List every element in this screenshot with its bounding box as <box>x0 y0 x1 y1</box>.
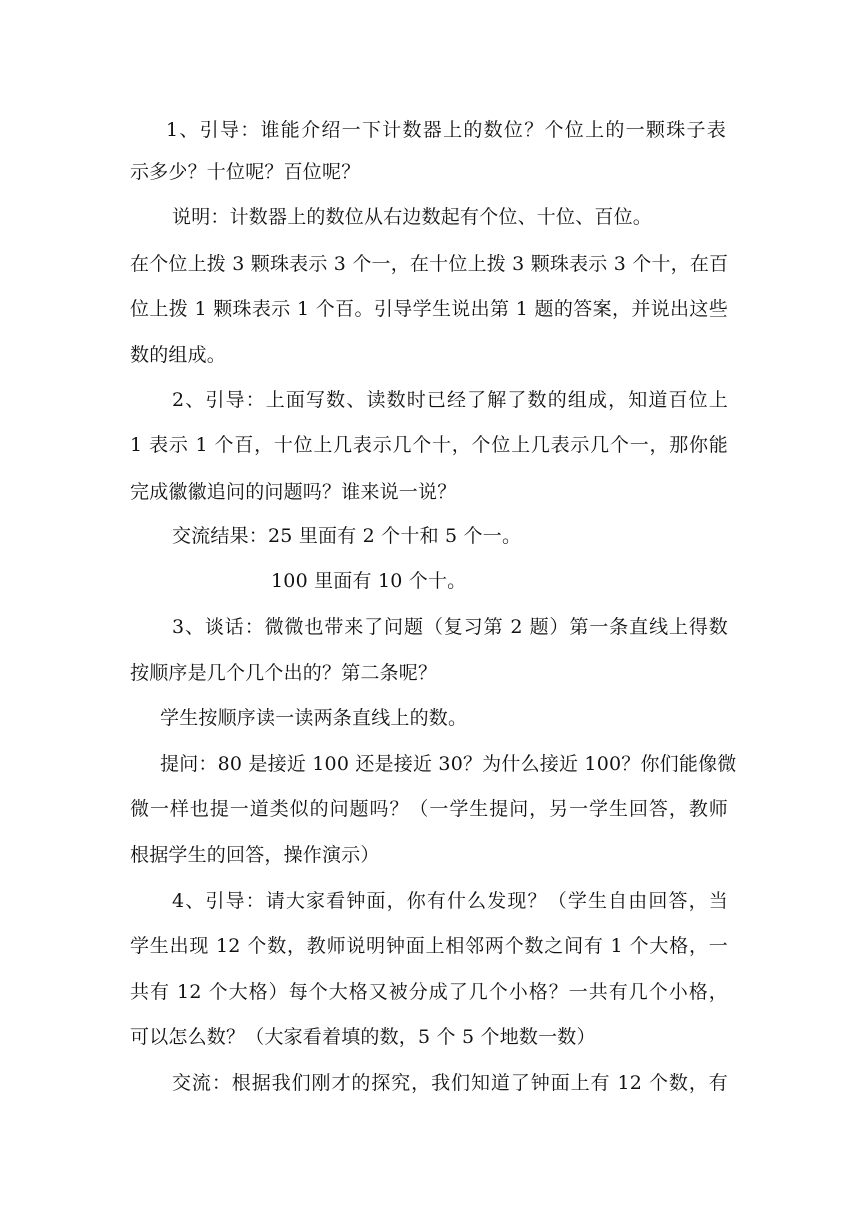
text-line: 共有 12 个大格）每个大格又被分成了几个小格？一共有几个小格， <box>130 981 728 1003</box>
text-line: 1、引导：谁能介绍一下计数器上的数位？个位上的一颗珠子表 <box>166 119 726 141</box>
text-line: 可以怎么数？（大家看着填的数，5 个 5 个地数一数） <box>130 1026 596 1048</box>
text-line: 交流结果：25 里面有 2 个十和 5 个一。 <box>172 525 522 547</box>
text-line: 学生按顺序读一读两条直线上的数。 <box>160 707 468 729</box>
text-line: 示多少？十位呢？百位呢？ <box>130 161 361 183</box>
text-line: 微一样也提一道类似的问题吗？（一学生提问，另一学生回答，教师 <box>130 798 728 820</box>
text-line: 位上拨 1 颗珠表示 1 个百。引导学生说出第 1 题的答案，并说出这些 <box>130 298 728 320</box>
text-line: 1 表示 1 个百，十位上几表示几个十，个位上几表示几个一，那你能 <box>130 434 728 456</box>
text-line: 交流：根据我们刚才的探究，我们知道了钟面上有 12 个数，有 <box>172 1072 728 1094</box>
text-line: 学生出现 12 个数，教师说明钟面上相邻两个数之间有 1 个大格，一 <box>130 935 728 957</box>
text-line: 100 里面有 10 个十。 <box>271 570 467 592</box>
text-line: 完成徽徽追问的问题吗？谁来说一说？ <box>130 481 457 503</box>
text-line: 4、引导：请大家看钟面，你有什么发现？（学生自由回答，当 <box>172 890 728 912</box>
text-line: 数的组成。 <box>130 344 227 366</box>
text-line: 说明：计数器上的数位从右边数起有个位、十位、百位。 <box>172 206 653 228</box>
text-line: 提问：80 是接近 100 还是接近 30？为什么接近 100？你们能像微 <box>160 753 737 775</box>
text-line: 根据学生的回答，操作演示） <box>130 844 380 866</box>
text-line: 2、引导：上面写数、读数时已经了解了数的组成，知道百位上 <box>172 389 728 411</box>
text-line: 3、谈话：微微也带来了问题（复习第 2 题）第一条直线上得数 <box>172 616 728 638</box>
text-line: 在个位上拨 3 颗珠表示 3 个一，在十位上拨 3 颗珠表示 3 个十，在百 <box>130 253 729 275</box>
text-line: 按顺序是几个几个出的？第二条呢？ <box>130 662 438 684</box>
